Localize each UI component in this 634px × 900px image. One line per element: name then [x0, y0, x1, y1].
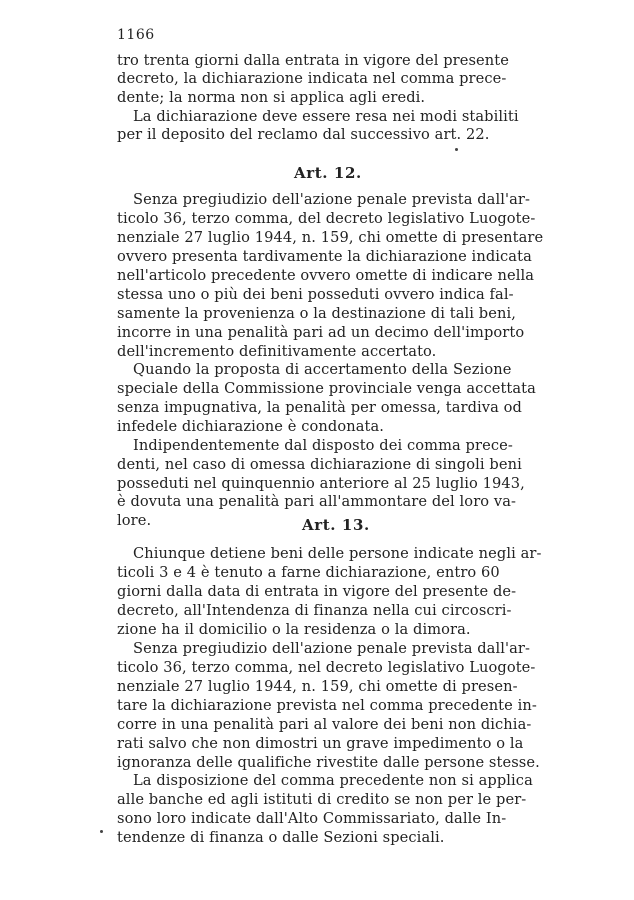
text-line: corre in una penalità pari al valore dei beni non dichia- — [117, 716, 532, 733]
text-line: Indipendentemente dal disposto dei comma prece- — [133, 437, 513, 454]
text-line: dente; la norma non si applica agli eredi. — [117, 89, 426, 106]
text-line: ticolo 36, terzo comma, nel decreto legislativo Luogote- — [117, 659, 536, 676]
text-line: Senza pregiudizio dell'azione penale prevista dall'ar- — [133, 640, 531, 657]
text-line: lore. — [117, 512, 152, 529]
text-line: ignoranza delle qualifiche rivestite dalle persone stesse. — [117, 754, 540, 771]
ink-speck — [455, 148, 458, 151]
text-line: tare la dichiarazione prevista nel comma precedente in- — [117, 697, 537, 714]
text-line: ticoli 3 e 4 è tenuto a farne dichiarazione, entro 60 — [117, 564, 500, 581]
text-line: tro trenta giorni dalla entrata in vigore del presente — [117, 52, 509, 69]
text-line: nenziale 27 luglio 1944, n. 159, chi omette di presen- — [117, 678, 518, 695]
text-line: decreto, la dichiarazione indicata nel comma prece- — [117, 70, 507, 87]
ink-speck — [100, 830, 103, 833]
text-line: sono loro indicate dall'Alto Commissariato, dalle In- — [117, 810, 507, 827]
text-line: giorni dalla data di entrata in vigore del presente de- — [117, 583, 517, 600]
text-line: Chiunque detiene beni delle persone indicate negli ar- — [133, 545, 542, 562]
text-line: ticolo 36, terzo comma, del decreto legislativo Luogote- — [117, 210, 536, 227]
text-line: nell'articolo precedente ovvero omette di indicare nella — [117, 267, 535, 284]
text-line: La dichiarazione deve essere resa nei modi stabiliti — [133, 108, 519, 125]
text-line: ovvero presenta tardivamente la dichiarazione indicata — [117, 248, 532, 265]
text-line: Quando la proposta di accertamento della Sezione — [133, 361, 512, 378]
text-line: alle banche ed agli istituti di credito se non per le per- — [117, 791, 527, 808]
page-number: 1166 — [117, 27, 155, 43]
text-line: tendenze di finanza o dalle Sezioni speciali. — [117, 829, 445, 846]
text-line: zione ha il domicilio o la residenza o la dimora. — [117, 621, 471, 638]
article-12-heading: Art. 12. — [294, 164, 362, 182]
text-line: senza impugnativa, la penalità per omessa, tardiva od — [117, 399, 522, 416]
article-13-heading: Art. 13. — [302, 516, 370, 534]
text-line: posseduti nel quinquennio anteriore al 25 luglio 1943, — [117, 475, 525, 492]
text-line: decreto, all'Intendenza di finanza nella cui circoscri- — [117, 602, 512, 619]
text-line: La disposizione del comma precedente non si applica — [133, 772, 533, 789]
text-line: dell'incremento definitivamente accertato. — [117, 343, 437, 360]
text-line: nenziale 27 luglio 1944, n. 159, chi omette di presentare — [117, 229, 544, 246]
text-line: infedele dichiarazione è condonata. — [117, 418, 385, 435]
text-line: speciale della Commissione provinciale venga accettata — [117, 380, 536, 397]
text-line: rati salvo che non dimostri un grave impedimento o la — [117, 735, 524, 752]
text-line: Senza pregiudizio dell'azione penale prevista dall'ar- — [133, 191, 531, 208]
text-line: denti, nel caso di omessa dichiarazione di singoli beni — [117, 456, 522, 473]
text-line: per il deposito del reclamo dal successivo art. 22. — [117, 126, 490, 143]
text-line: stessa uno o più dei beni posseduti ovvero indica fal- — [117, 286, 514, 303]
text-line: è dovuta una penalità pari all'ammontare del loro va- — [117, 493, 517, 510]
text-line: incorre in una penalità pari ad un decimo dell'importo — [117, 324, 525, 341]
text-line: samente la provenienza o la destinazione di tali beni, — [117, 305, 516, 322]
